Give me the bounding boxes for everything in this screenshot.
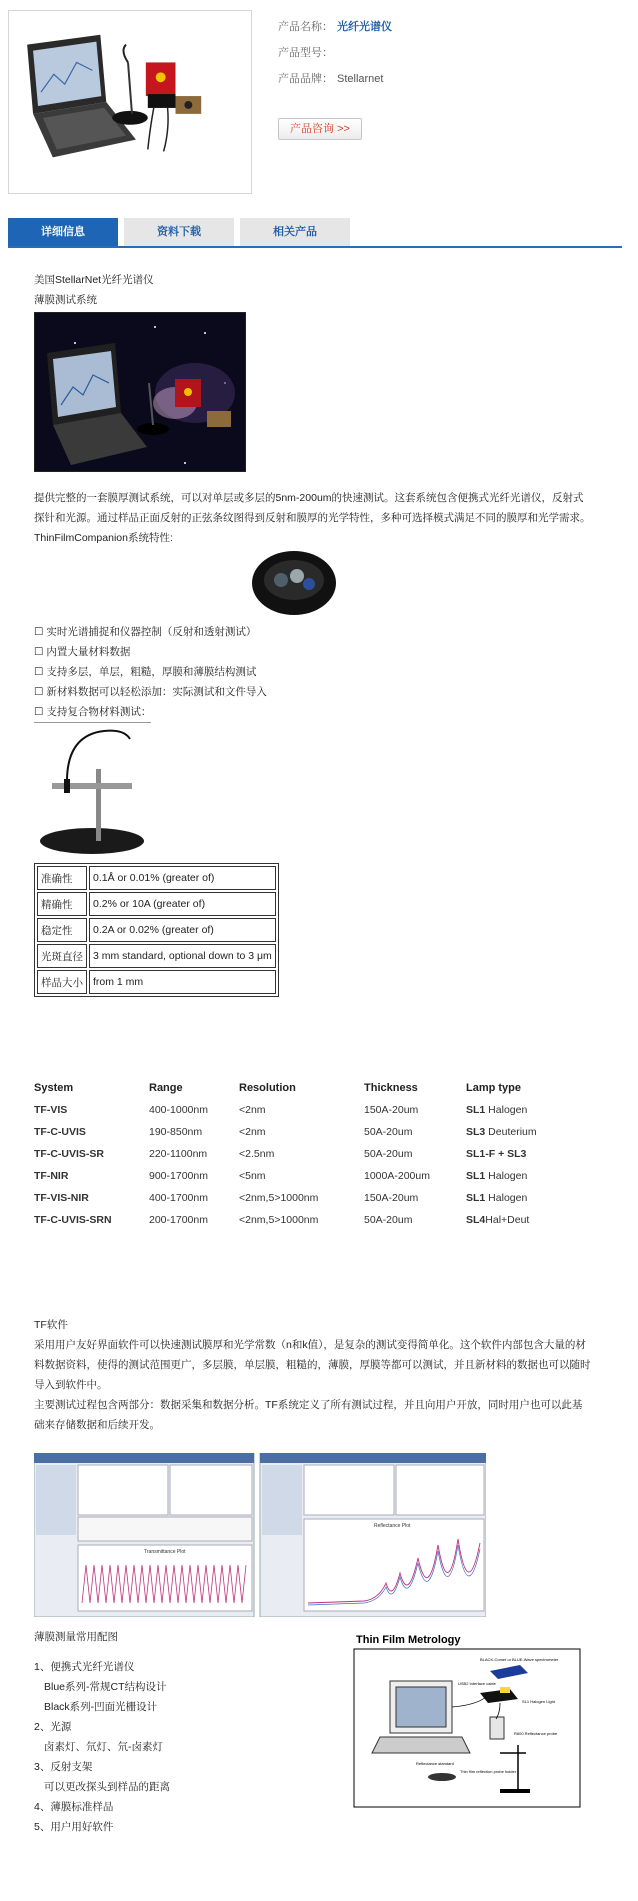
- product-brand-row: [278, 66, 392, 92]
- table-header-row: System Range Resolution Thickness Lamp type: [34, 1082, 522, 1094]
- features-title: ThinFilmCompanion系统特性:: [34, 532, 173, 544]
- plot-right-title: Reflectance Plot: [374, 1523, 411, 1529]
- diagram-cable-label: USB2 Interface cable: [458, 1681, 496, 1686]
- product-name-row: [278, 14, 392, 40]
- table-row: TF-VIS-NIR 400-1700nm <2nm,5>1000nm 150A-20um SL1 Halogen: [34, 1192, 528, 1204]
- list-item: 1、便携式光纤光谱仪: [34, 1661, 135, 1673]
- table-row: 稳定性 0.2A or 0.02% (greater of): [37, 918, 276, 942]
- description-text: 提供完整的一套膜厚测试系统，可以对单层或多层的5nm-200um的快速测试。这套系统包含便携式光纤光谱仪，反射式探针和光源。通过样品正面反射的正弦条纹图得到反射和膜厚的光学特性，多种可选择模式满足不同的膜厚和光学需求。: [34, 492, 591, 524]
- product-name-value[interactable]: 光纤光谱仪: [337, 21, 392, 33]
- list-item: 4、薄膜标准样品: [34, 1801, 114, 1813]
- tab-details[interactable]: 详细信息: [8, 218, 118, 246]
- product-photo: [9, 11, 251, 193]
- systems-table: [34, 1077, 574, 1231]
- config-title: 薄膜测量常用配图: [34, 1631, 118, 1643]
- spec-table: [34, 863, 279, 997]
- table-row: TF-C-UVIS 190-850nm <2nm 50A-20um SL3 Deuterium: [34, 1126, 537, 1138]
- list-item: 卤素灯、氘灯、氘-卤素灯: [44, 1741, 163, 1753]
- software-screenshot: [34, 1453, 486, 1617]
- system-photo: [34, 312, 246, 472]
- plot-left-title: Transmittance Plot: [144, 1549, 186, 1555]
- list-item: 3、反射支架: [34, 1761, 93, 1773]
- diagram-probe-label: R600 Reflectance probe: [514, 1731, 558, 1736]
- list-item: ☐ 新材料数据可以轻松添加：实际测试和文件导入: [34, 686, 267, 698]
- sample-holder-image: [249, 548, 339, 618]
- table-row: 准确性 0.1Å or 0.01% (greater of): [37, 866, 276, 890]
- diagram-title: Thin Film Metrology: [356, 1634, 461, 1646]
- product-name-label: 产品名称：: [278, 21, 333, 33]
- list-item: ☐ 内置大量材料数据: [34, 646, 131, 658]
- table-row: TF-VIS 400-1000nm <2nm 150A-20um SL1 Halogen: [34, 1104, 528, 1116]
- diagram-spectrometer-label: BLACK-Comet or BLUE-Wave spectrometer: [480, 1657, 559, 1662]
- table-row: TF-C-UVIS-SRN 200-1700nm <2nm,5>1000nm 50A-20um SL4Hal+Deut: [34, 1214, 530, 1226]
- software-title: TF软件: [34, 1319, 68, 1331]
- product-model-row: [278, 40, 392, 66]
- table-row: 光斑直径 3 mm standard, optional down to 3 μm: [37, 944, 276, 968]
- product-model-label: 产品型号：: [278, 47, 333, 59]
- table-row: 样品大小 from 1 mm: [37, 970, 276, 994]
- product-header: [0, 0, 638, 215]
- content-title: 美国StellarNet光纤光谱仪: [34, 274, 154, 286]
- tab-bar: [8, 218, 622, 248]
- detail-content: [34, 270, 592, 1837]
- table-row: TF-C-UVIS-SR 220-1100nm <2.5nm 50A-20um SL1-F + SL3: [34, 1148, 527, 1160]
- consult-button[interactable]: 产品咨询 >>: [278, 118, 362, 140]
- features-list: [34, 622, 592, 723]
- diagram-standard-label: Reflectance standard: [416, 1761, 454, 1766]
- product-brand-value: Stellarnet: [337, 73, 384, 85]
- table-row: TF-NIR 900-1700nm <5nm 1000A-200um SL1 Halogen: [34, 1170, 528, 1182]
- list-item: ☐ 实时光谱捕捉和仪器控制（反射和透射测试）: [34, 626, 257, 638]
- list-item: Black系列-凹面光栅设计: [44, 1701, 158, 1713]
- software-paragraph-1: 采用用户友好界面软件可以快速测试膜厚和光学常数（n和k值），是复杂的测试变得简单化。这个软件内部包含大量的材料数据资料，使得的测试范围更广，多层膜，单层膜，粗糙的，薄膜，厚膜等都可以测试，并且新材料的数据也可以随时导入到软件中。: [34, 1339, 591, 1391]
- list-item: Blue系列-常规CT结构设计: [44, 1681, 167, 1693]
- thin-film-metrology-diagram: [350, 1633, 590, 1811]
- tab-related-products[interactable]: 相关产品: [240, 218, 350, 246]
- table-row: 精确性 0.2% or 10A (greater of): [37, 892, 276, 916]
- product-brand-label: 产品品牌：: [278, 73, 333, 85]
- list-item: 2、光源: [34, 1721, 72, 1733]
- tab-downloads[interactable]: 资料下载: [124, 218, 234, 246]
- list-item: 5、用户用好软件: [34, 1821, 114, 1833]
- product-info: [278, 14, 392, 92]
- list-item: ☐ 支持复合物材料测试：: [34, 702, 151, 723]
- diagram-stand-label: Thin film reflection probe holder: [460, 1769, 517, 1774]
- list-item: 可以更改探头到样品的距离: [44, 1781, 170, 1793]
- list-item: ☐ 支持多层，单层，粗糙，厚膜和薄膜结构测试: [34, 666, 257, 678]
- software-paragraph-2: 主要测试过程包含两部分：数据采集和数据分析。TF系统定义了所有测试过程，并且向用户开放，同时用户也可以此基础来存储数据和后续开发。: [34, 1399, 583, 1431]
- probe-stand-image: [34, 729, 154, 859]
- content-subtitle: 薄膜测试系统: [34, 294, 97, 306]
- diagram-lamp-label: SL1 Halogen Light: [522, 1699, 555, 1704]
- product-thumbnail[interactable]: [8, 10, 252, 194]
